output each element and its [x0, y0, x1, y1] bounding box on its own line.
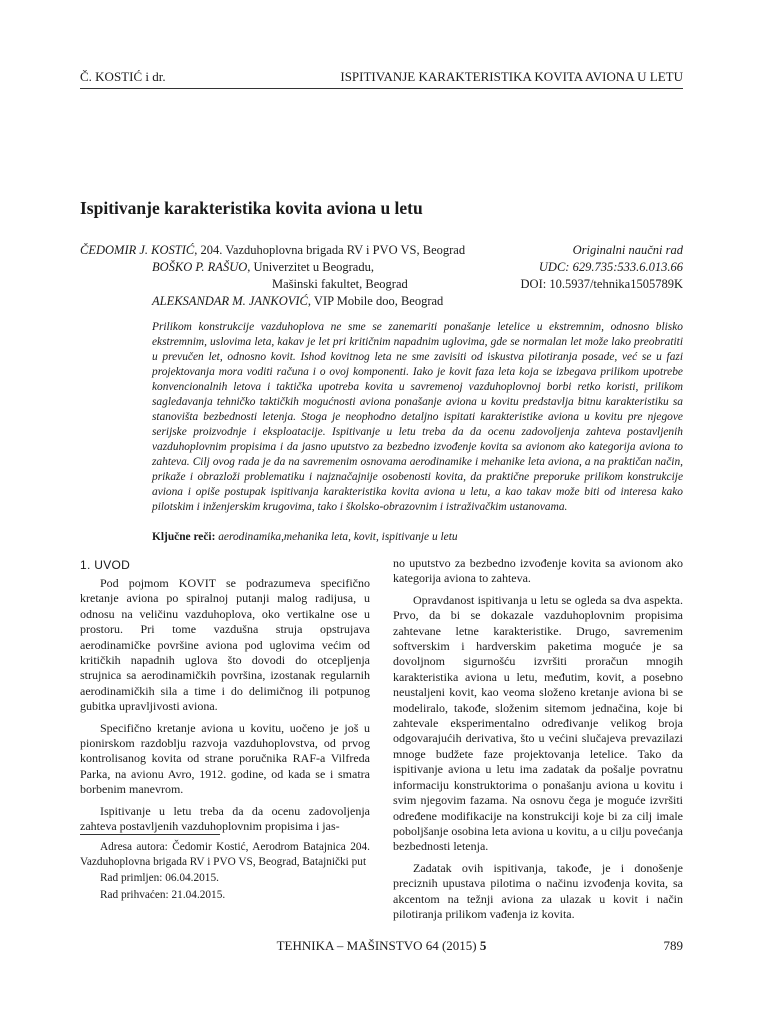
author-line [80, 242, 683, 259]
udc-code: UDC: 629.735:533.6.013.66 [538, 260, 683, 274]
running-head-authors: Č. KOSTIĆ i dr. [80, 69, 166, 84]
author-affiliation: , Univerzitet u Beogradu, [247, 260, 374, 274]
keywords-label: Ključne reči: [152, 531, 216, 543]
author-line [80, 259, 683, 276]
body-paragraph: Zadatak ovih ispitivanja, takođe, je i donošenje preciznih upustava pilotima o načinu izvođenja kovita, sa akcentom na težnji aviona za ulazak u kovit i način pilotiranja prilikom vađenja iz kovita. [393, 860, 683, 921]
article-type: Originalni naučni rad [572, 243, 683, 257]
right-column [393, 556, 683, 928]
abstract: Prilikom konstrukcije vazduhoplova ne sme se zanemariti ponašanje letelice u ekstremnim, odnosno blisko ekstremnim, uslovima leta, kakav je let pri kritičnim napadnim uglovima, gde se normalan let može lako preobratiti u prevučen let, odnosno kovit. Ishod kovitnog leta ne sme zavisiti od iskustva pilotiranja posade, već se u fazi projektovanja mora voditi računa i o ovoj komponenti. Iako je kovit faza leta koja se izbegava prilikom upotrebe konvencionalnih letova i taktička upotreba kovita u savremenoj vazduhoplovnoj borbi retko koristi, prilikom sagledavanja tehničko taktičkih mogućnosti aviona ponašanje aviona u kovitu predstavlja bitnu karakteristiku sa stanovišta bezbednosti letenja. Stoga je neophodno detaljno ispitati karakteristike aviona u kovitu pre njegove serijske proizvodnje i eksploatacije. Ispitivanje u letu treba da da ocenu zadovoljenja zahteva postavljenih vazduhoplovnim propisima i da jasno uputstvo za bezbedno izvođenje kovita sa avionom ako kategorija aviona to zahteva. Cilj ovog rada je da na savremenim osnovama aerodinamike i mehanike leta aviona, a na praktičan način, prikaže i obrazloži problematiku i najznačajnije osobenosti kovita, da praktične preporuke prilikom konstrukcije aviona i opiše postupak ispitivanja karakteristika kovita aviona u letu, a kao takav može biti od interesa kako pilotskim i inženjerskim krugovima, tako i školsko-obrazovnim i istraživačkim ustanovama. [152, 321, 683, 513]
body-paragraph: Pod pojmom KOVIT se podrazumeva specifično kretanje aviona po spiralnoj putanji malog radijusa, u odnosu na veličinu vazduhoplova, oko vertikalne ose u prostoru. Pri tome vazdušna struja opstrujava aerodinamičke površine aviona pod uglovima većim od kritičkih napadnih uglova što dovodi do otcepljenja strujnica sa aerodinamičkih površina, izostanak regularnih aerodinamičkih sila a time i do delimičnog ili potpunog gubitka upravljivosti aviona. [80, 576, 370, 714]
author-name: ČEDOMIR J. KOSTIĆ [80, 243, 195, 257]
body-paragraph: Ispitivanje u letu treba da da ocenu zadovoljenja zahteva postavljenih vazduhoplovnim propisima i jas- [80, 803, 370, 834]
author-affiliation: , 204. Vazduhoplovna brigada RV i PVO VS, Beograd [194, 243, 466, 257]
doi: DOI: 10.5937/tehnika1505789K [520, 277, 683, 291]
author-affiliation: Mašinski fakultet, Beograd [272, 277, 408, 291]
author-address: Adresa autora: Čedomir Kostić, Aerodrom Batajnica 204. Vazduhoplovna brigada RV i PVO VS, Beograd, Batajnički put [80, 841, 370, 868]
author-line [80, 276, 683, 293]
body-paragraph: Opravdanost ispitivanja u letu se ogleda sa dva aspekta. Prvo, da bi se dokazale vazduhoplovnim propisima zahtevane letne karakteristike. Drugo, savremenim softverskim i hardverskim paketima moguće je sa dovoljnom sigurnošću izvršiti proračun mnogih karakteristika aviona u letu, međutim, kovit, a posebno neustaljeni kovit, kao veoma složeno kretanje aviona bi se modeliralo, takođe, složenim sitemom jednačina, koje bi zahtevale eksperimentalno određivanje velikog broja odgovarajućih derivativa, što u većini slučajeva prevazilazi mnoge budžete faze projektovanja letelice. Tako da ispitivanje aviona u letu ima zadatak da pošalje povratnu informaciju konstruktorima o ponašanju aviona u kovitu i svim njegovim fazama. Na osnovu čega je moguće izvršiti određene modifikacije na konstrukciji koje bi za cilj imale poboljšanje osobina leta aviona u kovitu, a u cilju povećanja bezbednosti letenja. [393, 592, 683, 854]
author-line [80, 293, 683, 310]
keywords [152, 530, 683, 545]
author-name: ALEKSANDAR M. JANKOVIĆ [152, 294, 308, 308]
header-divider [80, 88, 683, 89]
received-date: Rad primljen: 06.04.2015. [100, 872, 219, 885]
footnote [80, 840, 370, 904]
journal-name: TEHNIKA – MAŠINSTVO 64 (2015) [276, 938, 480, 953]
running-head [80, 68, 683, 86]
journal-issue: 5 [479, 938, 487, 953]
article-title: Ispitivanje karakteristika kovita aviona u letu [80, 198, 423, 218]
body-paragraph: Specifično kretanje aviona u kovitu, uočeno je još u pionirskom razdoblju razvoja vazduhoplovstva, od prvog kontrolisanog kovita od strane poručnika RAF-a Vilfreda Parka, na avionu Avro, 1912. godine, od kada se i smatra borbenim manevrom. [80, 720, 370, 797]
author-name: BOŠKO P. RAŠUO [152, 260, 248, 274]
author-block [80, 242, 683, 310]
accepted-date: Rad prihvaćen: 21.04.2015. [100, 888, 226, 901]
body-paragraph: no uputstvo za bezbedno izvođenje kovita sa avionom ako kategorija aviona to zahteva. [393, 556, 683, 586]
author-affiliation: , VIP Mobile doo, Beograd [307, 294, 444, 308]
page-number: 789 [663, 938, 683, 953]
page-footer [80, 937, 683, 955]
journal-citation [80, 937, 683, 955]
running-head-title: ISPITIVANJE KARAKTERISTIKA KOVITA AVIONA U LETU [340, 69, 683, 84]
footnote-divider [80, 834, 220, 835]
keywords-text: aerodinamika,mehanika leta, kovit, ispitivanje u letu [215, 531, 458, 543]
left-column [80, 558, 370, 841]
section-heading: 1. UVOD [80, 558, 131, 572]
